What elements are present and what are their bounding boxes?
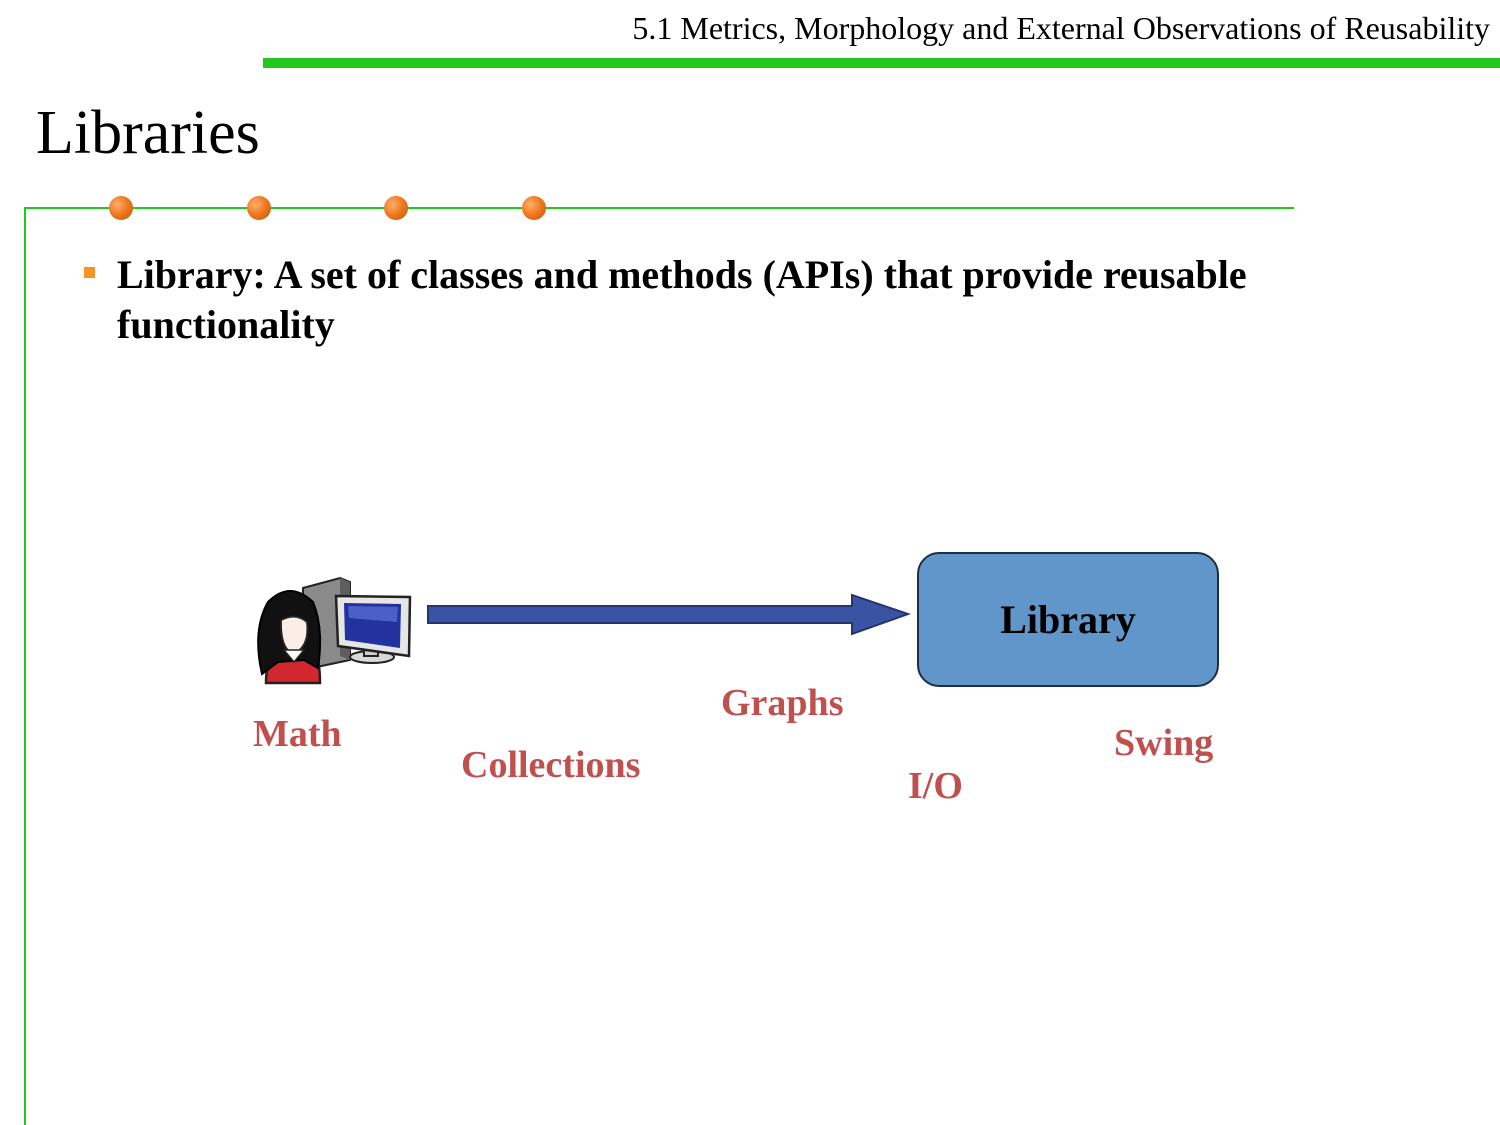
library-label-graphs: Graphs	[721, 682, 844, 724]
bullet-item: Library: A set of classes and methods (APIs) that provide reusable functionality	[117, 252, 1247, 347]
decorative-dot	[109, 196, 133, 220]
library-label-collections: Collections	[461, 744, 641, 786]
frame-top-line	[24, 207, 1294, 209]
bullet-marker	[84, 267, 95, 278]
library-box-label: Library	[1000, 597, 1136, 642]
library-label-swing: Swing	[1114, 722, 1214, 764]
library-box	[917, 552, 1219, 687]
library-label-math: Math	[253, 713, 342, 755]
decorative-dot	[247, 196, 271, 220]
arrow-to-library	[428, 595, 908, 634]
header-rule	[263, 58, 1500, 68]
section-title: 5.1 Metrics, Morphology and External Observations of Reusability	[632, 10, 1490, 46]
library-label-io: I/O	[908, 765, 963, 807]
decorative-dot	[522, 196, 546, 220]
user-at-computer-icon	[258, 578, 410, 683]
frame-left-line	[24, 207, 26, 1125]
page-title: Libraries	[36, 99, 260, 167]
decorative-dot	[384, 196, 408, 220]
